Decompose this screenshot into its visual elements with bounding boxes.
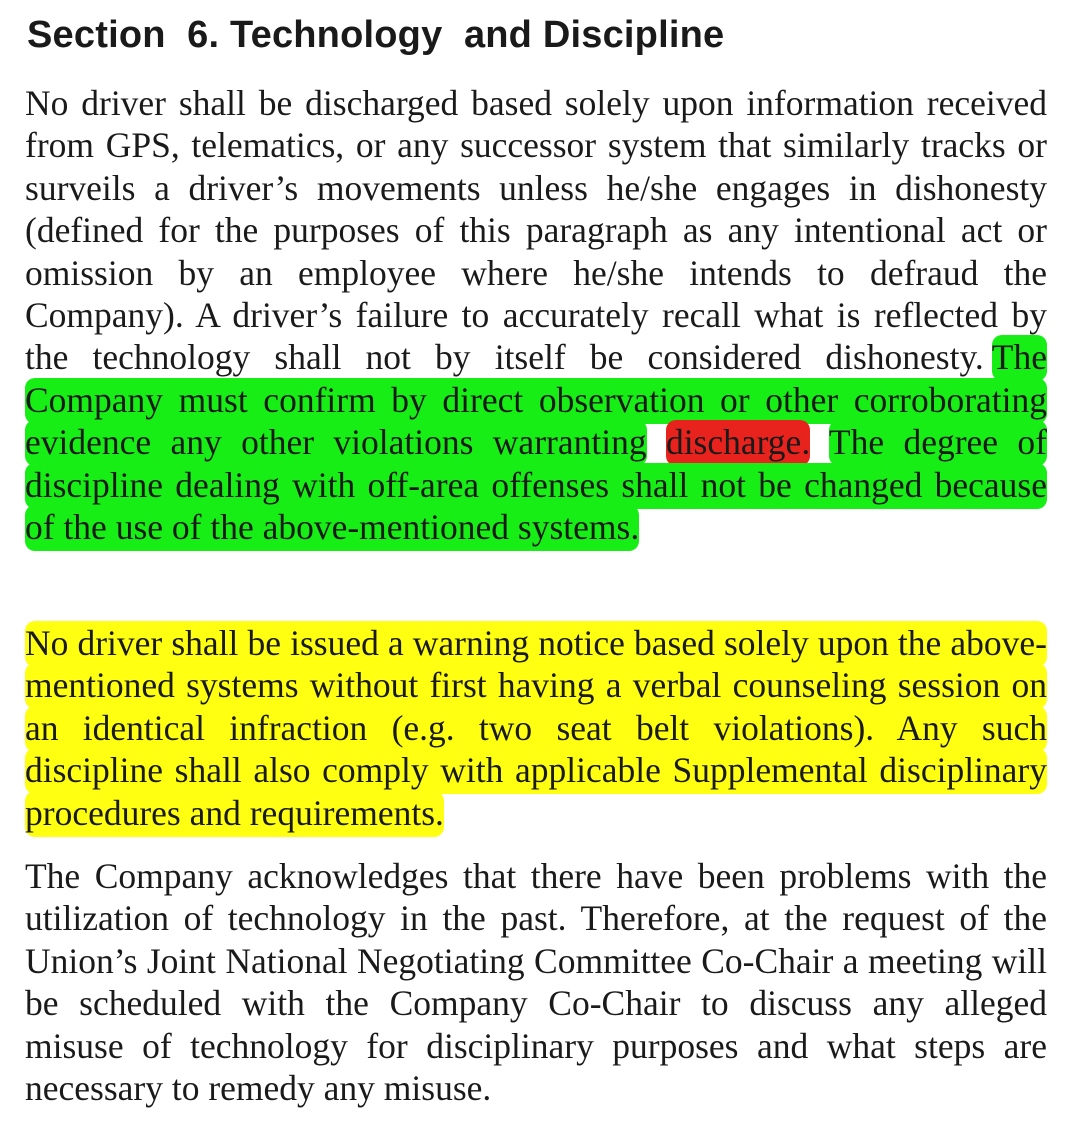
- green-highlight-off-area-offenses: The degree of discipline dealing with off-area offenses shall not be changed because of the use of the above-mentioned systems.: [25, 420, 1047, 551]
- red-highlight-discharge: discharge.: [666, 420, 810, 466]
- green-highlight-confirm-violations: The Company must confirm by direct observation or other corroborating evidence any other violations warranting: [25, 335, 1047, 466]
- paragraph-gps-discharge: [25, 82, 1047, 548]
- paragraph-text: The Company acknowledges that there have been problems with the utilization of technology in the past. Therefore, at the request of the Union’s Joint National Negotiating Committee Co-Chair a meeting will be scheduled with the Company Co-Chair to discuss any alleged misuse of technology for disciplinary purposes and what steps are necessary to remedy any misuse.: [25, 856, 1047, 1109]
- paragraph-text: No driver shall be discharged based solely upon information received from GPS, telematics, or any successor system that similarly tracks or surveils a driver’s movements unless he/she engages in dishonesty (defined for the purposes of this paragraph as any intentional act or omission by an employee where he/she intends to defraud the Company). A driver’s failure to accurately recall what is reflected by the technology shall not by itself be considered dishonesty.: [25, 83, 1047, 378]
- yellow-highlight-warning-notice: No driver shall be issued a warning notice based solely upon the above-mentioned systems without first having a verbal counseling session on an identical infraction (e.g. two seat belt violations). Any such discipline shall also comply with applicable Supplemental disciplinary procedures and requirements.: [25, 621, 1047, 837]
- paragraph-technology-misuse: [25, 855, 1047, 1109]
- section-heading: Section 6. Technology and Discipline: [27, 14, 725, 56]
- paragraph-warning-notice: [25, 622, 1047, 834]
